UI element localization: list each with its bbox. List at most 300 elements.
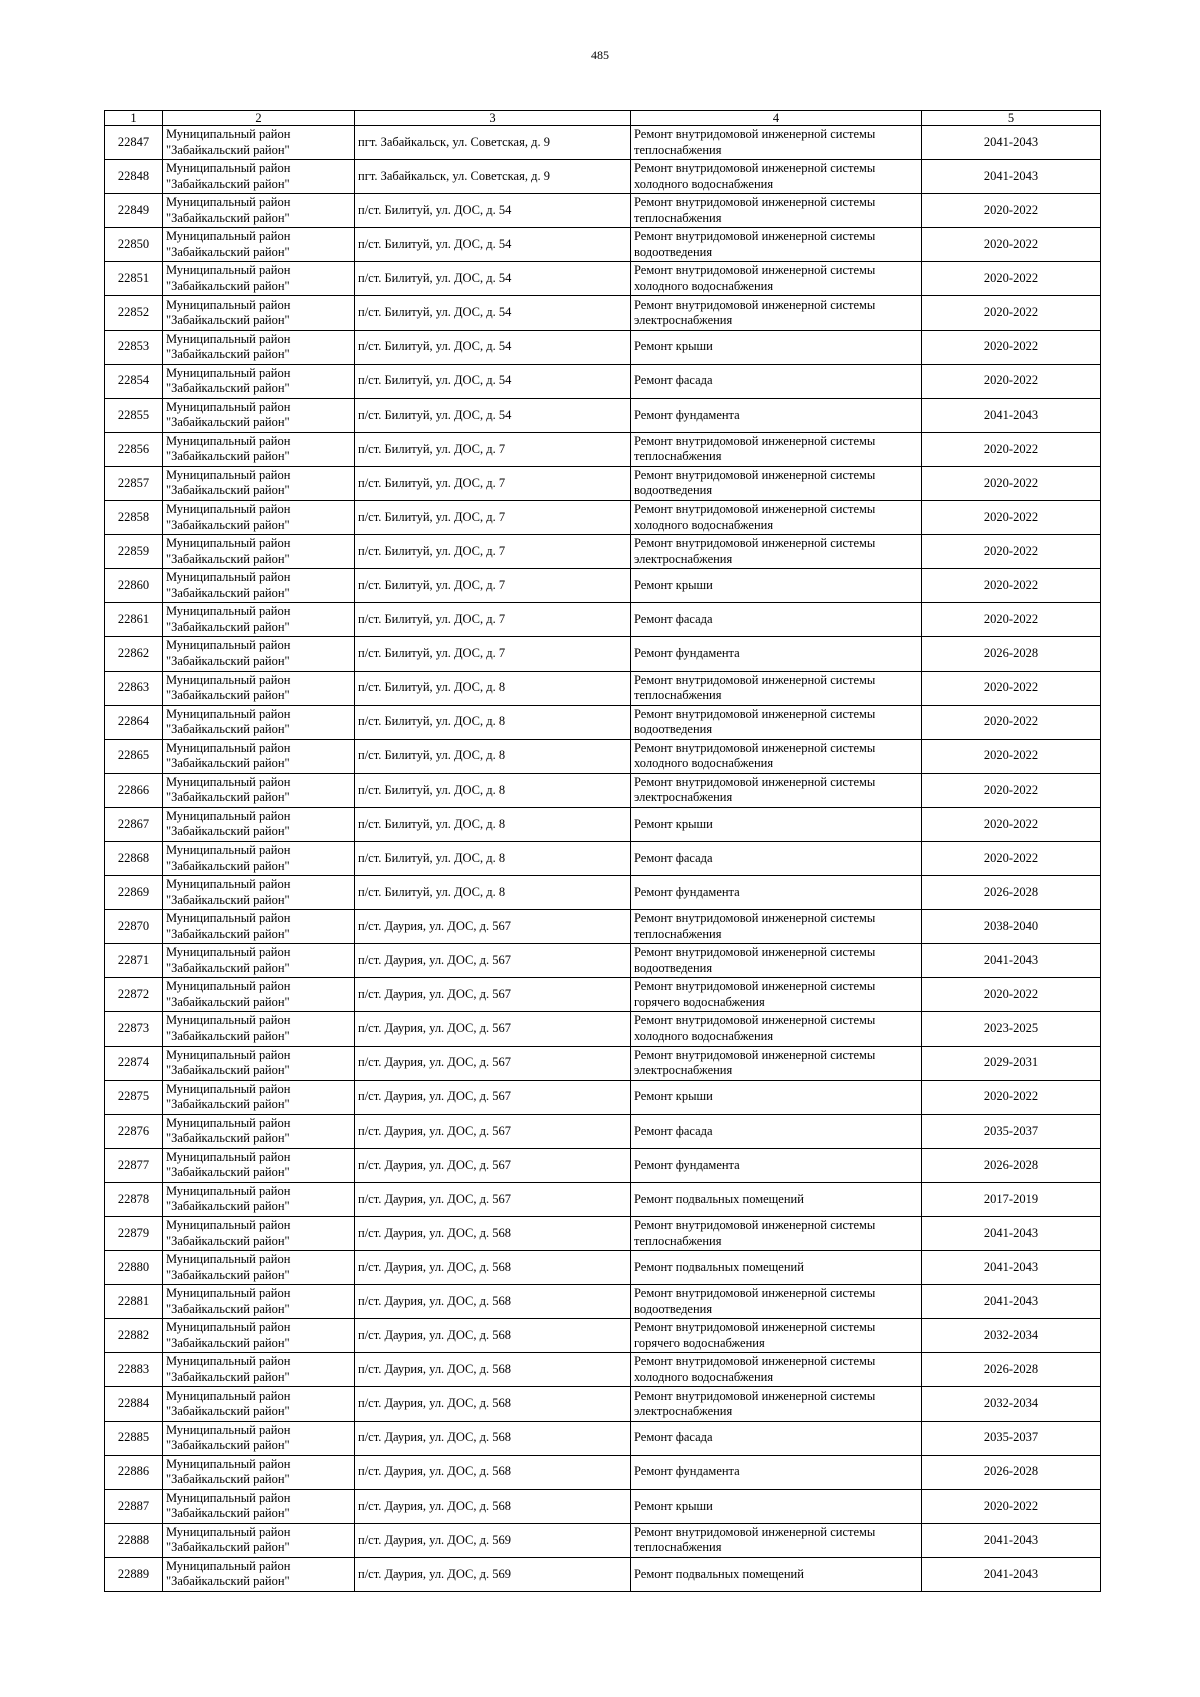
- work-type-line: Ремонт внутридомовой инженерной системы: [634, 979, 876, 994]
- row-number-cell: 22860: [105, 569, 163, 603]
- municipality-line: Муниципальный район: [166, 979, 291, 994]
- table-row: [105, 1182, 1101, 1216]
- municipality-line: Муниципальный район: [166, 1354, 291, 1369]
- address-cell: пгт. Забайкальск, ул. Советская, д. 9: [355, 126, 631, 160]
- address-cell: п/ст. Билитуй, ул. ДОС, д. 8: [355, 876, 631, 910]
- municipality-cell: [163, 501, 355, 535]
- municipality-cell: [163, 1353, 355, 1387]
- period-cell: 2035-2037: [922, 1114, 1101, 1148]
- row-number-cell: 22882: [105, 1319, 163, 1353]
- work-type-cell: [631, 603, 922, 637]
- work-type-cell: [631, 910, 922, 944]
- table-row: [105, 1455, 1101, 1489]
- table-row: [105, 1251, 1101, 1285]
- municipality-line: "Забайкальский район": [166, 1540, 290, 1555]
- work-type-cell: [631, 466, 922, 500]
- municipality-line: Муниципальный район: [166, 1524, 291, 1539]
- municipality-line: "Забайкальский район": [166, 1028, 290, 1043]
- municipality-line: Муниципальный район: [166, 877, 291, 892]
- work-type-cell: [631, 978, 922, 1012]
- work-type-line: Ремонт внутридомовой инженерной системы: [634, 127, 876, 142]
- municipality-line: "Забайкальский район": [166, 1472, 290, 1487]
- municipality-line: "Забайкальский район": [166, 210, 290, 225]
- period-cell: 2038-2040: [922, 910, 1101, 944]
- work-type-line: Ремонт внутридомовой инженерной системы: [634, 1047, 876, 1062]
- municipality-cell: [163, 773, 355, 807]
- work-type-line: Ремонт внутридомовой инженерной системы: [634, 536, 876, 551]
- work-type-line: холодного водоснабжения: [634, 278, 774, 293]
- municipality-line: "Забайкальский район": [166, 824, 290, 839]
- address-cell: п/ст. Билитуй, ул. ДОС, д. 54: [355, 262, 631, 296]
- work-type-line: холодного водоснабжения: [634, 1028, 774, 1043]
- municipality-line: "Забайкальский район": [166, 1063, 290, 1078]
- work-type-cell: [631, 637, 922, 671]
- address-cell: п/ст. Даурия, ул. ДОС, д. 568: [355, 1319, 631, 1353]
- work-type-cell: [631, 841, 922, 875]
- work-type-line: Ремонт подвальных помещений: [634, 1566, 804, 1581]
- municipality-cell: [163, 1182, 355, 1216]
- municipality-line: "Забайкальский район": [166, 1131, 290, 1146]
- work-type-line: Ремонт крыши: [634, 816, 713, 831]
- municipality-cell: [163, 398, 355, 432]
- work-type-line: Ремонт крыши: [634, 578, 713, 593]
- work-type-cell: [631, 569, 922, 603]
- work-type-cell: [631, 1080, 922, 1114]
- work-type-line: электроснабжения: [634, 790, 733, 805]
- work-type-line: Ремонт крыши: [634, 339, 713, 354]
- municipality-cell: [163, 1455, 355, 1489]
- work-type-line: теплоснабжения: [634, 1233, 722, 1248]
- work-type-line: водоотведения: [634, 960, 713, 975]
- row-number-cell: 22875: [105, 1080, 163, 1114]
- period-cell: 2020-2022: [922, 739, 1101, 773]
- table-row: [105, 1387, 1101, 1421]
- period-cell: 2041-2043: [922, 398, 1101, 432]
- table-row: [105, 194, 1101, 228]
- work-type-line: Ремонт фасада: [634, 1430, 713, 1445]
- municipality-line: Муниципальный район: [166, 229, 291, 244]
- period-cell: 2032-2034: [922, 1319, 1101, 1353]
- work-type-line: теплоснабжения: [634, 1540, 722, 1555]
- municipality-line: "Забайкальский район": [166, 1301, 290, 1316]
- row-number-cell: 22848: [105, 160, 163, 194]
- municipality-line: Муниципальный район: [166, 1422, 291, 1437]
- work-type-cell: [631, 535, 922, 569]
- municipality-line: "Забайкальский район": [166, 653, 290, 668]
- work-type-cell: [631, 1148, 922, 1182]
- period-cell: 2020-2022: [922, 705, 1101, 739]
- address-cell: п/ст. Даурия, ул. ДОС, д. 569: [355, 1557, 631, 1591]
- column-header-1: 1: [105, 111, 163, 126]
- municipality-line: "Забайкальский район": [166, 960, 290, 975]
- municipality-line: "Забайкальский район": [166, 1404, 290, 1419]
- municipality-line: Муниципальный район: [166, 331, 291, 346]
- table-row: [105, 364, 1101, 398]
- work-type-cell: [631, 364, 922, 398]
- municipality-line: "Забайкальский район": [166, 619, 290, 634]
- work-type-cell: [631, 194, 922, 228]
- municipality-cell: [163, 1319, 355, 1353]
- period-cell: 2020-2022: [922, 671, 1101, 705]
- address-cell: п/ст. Даурия, ул. ДОС, д. 567: [355, 978, 631, 1012]
- address-cell: п/ст. Билитуй, ул. ДОС, д. 7: [355, 637, 631, 671]
- row-number-cell: 22853: [105, 330, 163, 364]
- municipality-line: Муниципальный район: [166, 1320, 291, 1335]
- table-row: [105, 1080, 1101, 1114]
- table-row: [105, 432, 1101, 466]
- work-type-line: электроснабжения: [634, 1404, 733, 1419]
- address-cell: п/ст. Даурия, ул. ДОС, д. 567: [355, 1012, 631, 1046]
- period-cell: 2020-2022: [922, 262, 1101, 296]
- municipality-line: Муниципальный район: [166, 1558, 291, 1573]
- period-cell: 2020-2022: [922, 330, 1101, 364]
- work-type-cell: [631, 944, 922, 978]
- address-cell: п/ст. Билитуй, ул. ДОС, д. 7: [355, 466, 631, 500]
- work-type-line: Ремонт фасада: [634, 1123, 713, 1138]
- period-cell: 2026-2028: [922, 876, 1101, 910]
- municipality-cell: [163, 978, 355, 1012]
- municipality-line: Муниципальный район: [166, 467, 291, 482]
- municipality-line: Муниципальный район: [166, 604, 291, 619]
- work-type-line: горячего водоснабжения: [634, 1335, 765, 1350]
- work-type-cell: [631, 773, 922, 807]
- period-cell: 2026-2028: [922, 1455, 1101, 1489]
- period-cell: 2020-2022: [922, 773, 1101, 807]
- row-number-cell: 22858: [105, 501, 163, 535]
- page-number: 485: [591, 48, 609, 62]
- municipality-line: "Забайкальский район": [166, 722, 290, 737]
- municipality-line: "Забайкальский район": [166, 347, 290, 362]
- municipality-line: "Забайкальский район": [166, 449, 290, 464]
- work-type-line: холодного водоснабжения: [634, 1369, 774, 1384]
- municipality-line: "Забайкальский район": [166, 756, 290, 771]
- work-type-line: горячего водоснабжения: [634, 994, 765, 1009]
- address-cell: п/ст. Даурия, ул. ДОС, д. 568: [355, 1387, 631, 1421]
- period-cell: 2041-2043: [922, 1523, 1101, 1557]
- work-type-cell: [631, 739, 922, 773]
- municipality-line: Муниципальный район: [166, 536, 291, 551]
- row-number-cell: 22874: [105, 1046, 163, 1080]
- municipality-cell: [163, 535, 355, 569]
- period-cell: 2020-2022: [922, 841, 1101, 875]
- column-header-3: 3: [355, 111, 631, 126]
- municipality-cell: [163, 126, 355, 160]
- table-row: [105, 944, 1101, 978]
- work-type-cell: [631, 671, 922, 705]
- address-cell: п/ст. Даурия, ул. ДОС, д. 567: [355, 1182, 631, 1216]
- work-type-line: Ремонт фундамента: [634, 1157, 740, 1172]
- work-type-cell: [631, 126, 922, 160]
- period-cell: 2020-2022: [922, 978, 1101, 1012]
- municipality-line: "Забайкальский район": [166, 1199, 290, 1214]
- period-cell: 2020-2022: [922, 1080, 1101, 1114]
- municipality-line: "Забайкальский район": [166, 892, 290, 907]
- work-type-cell: [631, 876, 922, 910]
- table-row: [105, 773, 1101, 807]
- address-cell: п/ст. Билитуй, ул. ДОС, д. 54: [355, 296, 631, 330]
- work-type-line: Ремонт внутридомовой инженерной системы: [634, 672, 876, 687]
- period-cell: 2020-2022: [922, 432, 1101, 466]
- table-row: [105, 1217, 1101, 1251]
- municipality-line: Муниципальный район: [166, 638, 291, 653]
- work-type-line: Ремонт фасада: [634, 373, 713, 388]
- address-cell: п/ст. Даурия, ул. ДОС, д. 568: [355, 1217, 631, 1251]
- work-type-cell: [631, 1353, 922, 1387]
- row-number-cell: 22849: [105, 194, 163, 228]
- municipality-cell: [163, 228, 355, 262]
- work-type-line: Ремонт внутридомовой инженерной системы: [634, 740, 876, 755]
- work-type-line: Ремонт фасада: [634, 612, 713, 627]
- period-cell: 2020-2022: [922, 603, 1101, 637]
- work-type-line: холодного водоснабжения: [634, 176, 774, 191]
- municipality-line: "Забайкальский район": [166, 1097, 290, 1112]
- work-type-line: Ремонт фундамента: [634, 407, 740, 422]
- municipality-line: Муниципальный район: [166, 706, 291, 721]
- row-number-cell: 22880: [105, 1251, 163, 1285]
- work-type-line: Ремонт крыши: [634, 1089, 713, 1104]
- column-header-4: 4: [631, 111, 922, 126]
- work-type-cell: [631, 330, 922, 364]
- row-number-cell: 22856: [105, 432, 163, 466]
- address-cell: п/ст. Даурия, ул. ДОС, д. 567: [355, 944, 631, 978]
- work-type-cell: [631, 398, 922, 432]
- municipality-line: Муниципальный район: [166, 1115, 291, 1130]
- period-cell: 2020-2022: [922, 569, 1101, 603]
- row-number-cell: 22876: [105, 1114, 163, 1148]
- table-row: [105, 262, 1101, 296]
- municipality-cell: [163, 466, 355, 500]
- work-type-line: Ремонт внутридомовой инженерной системы: [634, 1013, 876, 1028]
- municipality-cell: [163, 330, 355, 364]
- municipality-line: "Забайкальский район": [166, 585, 290, 600]
- work-type-cell: [631, 1046, 922, 1080]
- municipality-cell: [163, 910, 355, 944]
- municipality-cell: [163, 876, 355, 910]
- row-number-cell: 22873: [105, 1012, 163, 1046]
- row-number-cell: 22872: [105, 978, 163, 1012]
- period-cell: 2041-2043: [922, 1217, 1101, 1251]
- municipality-cell: [163, 807, 355, 841]
- row-number-cell: 22868: [105, 841, 163, 875]
- table-row: [105, 160, 1101, 194]
- address-cell: п/ст. Билитуй, ул. ДОС, д. 54: [355, 364, 631, 398]
- municipality-cell: [163, 841, 355, 875]
- work-type-cell: [631, 1489, 922, 1523]
- municipality-line: Муниципальный район: [166, 911, 291, 926]
- period-cell: 2041-2043: [922, 160, 1101, 194]
- municipality-cell: [163, 705, 355, 739]
- table-row: [105, 910, 1101, 944]
- address-cell: п/ст. Билитуй, ул. ДОС, д. 54: [355, 398, 631, 432]
- work-type-line: Ремонт крыши: [634, 1498, 713, 1513]
- row-number-cell: 22862: [105, 637, 163, 671]
- municipality-cell: [163, 296, 355, 330]
- work-type-line: Ремонт внутридомовой инженерной системы: [634, 1388, 876, 1403]
- work-type-cell: [631, 262, 922, 296]
- row-number-cell: 22851: [105, 262, 163, 296]
- municipality-line: "Забайкальский район": [166, 483, 290, 498]
- municipality-line: Муниципальный район: [166, 161, 291, 176]
- municipality-cell: [163, 1523, 355, 1557]
- address-cell: п/ст. Билитуй, ул. ДОС, д. 54: [355, 194, 631, 228]
- municipality-line: Муниципальный район: [166, 570, 291, 585]
- table-row: [105, 1523, 1101, 1557]
- municipality-line: Муниципальный район: [166, 672, 291, 687]
- work-type-line: Ремонт внутридомовой инженерной системы: [634, 706, 876, 721]
- address-cell: п/ст. Билитуй, ул. ДОС, д. 7: [355, 603, 631, 637]
- work-type-line: Ремонт внутридомовой инженерной системы: [634, 229, 876, 244]
- work-type-line: теплоснабжения: [634, 926, 722, 941]
- municipality-line: Муниципальный район: [166, 843, 291, 858]
- table-row: [105, 535, 1101, 569]
- address-cell: п/ст. Даурия, ул. ДОС, д. 568: [355, 1285, 631, 1319]
- work-type-line: Ремонт внутридомовой инженерной системы: [634, 911, 876, 926]
- work-type-line: Ремонт внутридомовой инженерной системы: [634, 297, 876, 312]
- work-type-line: Ремонт фасада: [634, 850, 713, 865]
- municipality-line: "Забайкальский район": [166, 517, 290, 532]
- row-number-cell: 22888: [105, 1523, 163, 1557]
- table-row: [105, 978, 1101, 1012]
- municipality-line: "Забайкальский район": [166, 381, 290, 396]
- work-type-line: Ремонт внутридомовой инженерной системы: [634, 195, 876, 210]
- column-header-5: 5: [922, 111, 1101, 126]
- table-row: [105, 1148, 1101, 1182]
- table-row: [105, 1012, 1101, 1046]
- table-row: [105, 671, 1101, 705]
- municipality-cell: [163, 1557, 355, 1591]
- municipality-line: "Забайкальский район": [166, 688, 290, 703]
- work-type-line: электроснабжения: [634, 313, 733, 328]
- period-cell: 2026-2028: [922, 1353, 1101, 1387]
- municipality-line: Муниципальный район: [166, 1218, 291, 1233]
- work-type-line: Ремонт внутридомовой инженерной системы: [634, 1320, 876, 1335]
- row-number-cell: 22877: [105, 1148, 163, 1182]
- municipality-line: "Забайкальский район": [166, 142, 290, 157]
- row-number-cell: 22879: [105, 1217, 163, 1251]
- municipality-line: Муниципальный район: [166, 1286, 291, 1301]
- address-cell: п/ст. Билитуй, ул. ДОС, д. 8: [355, 705, 631, 739]
- municipality-cell: [163, 739, 355, 773]
- column-number-row: [105, 111, 1101, 126]
- municipality-cell: [163, 1046, 355, 1080]
- row-number-cell: 22850: [105, 228, 163, 262]
- work-type-cell: [631, 1387, 922, 1421]
- work-type-cell: [631, 1421, 922, 1455]
- work-type-line: водоотведения: [634, 483, 713, 498]
- table-row: [105, 1285, 1101, 1319]
- work-type-cell: [631, 228, 922, 262]
- work-type-cell: [631, 705, 922, 739]
- table-row: [105, 501, 1101, 535]
- address-cell: п/ст. Даурия, ул. ДОС, д. 567: [355, 1080, 631, 1114]
- row-number-cell: 22886: [105, 1455, 163, 1489]
- table-row: [105, 398, 1101, 432]
- municipality-line: Муниципальный район: [166, 1252, 291, 1267]
- row-number-cell: 22859: [105, 535, 163, 569]
- work-type-cell: [631, 160, 922, 194]
- work-type-line: Ремонт внутридомовой инженерной системы: [634, 1286, 876, 1301]
- work-type-line: Ремонт фундамента: [634, 646, 740, 661]
- row-number-cell: 22864: [105, 705, 163, 739]
- work-type-cell: [631, 1182, 922, 1216]
- municipality-line: Муниципальный район: [166, 1183, 291, 1198]
- municipality-line: Муниципальный район: [166, 297, 291, 312]
- period-cell: 2026-2028: [922, 637, 1101, 671]
- municipality-cell: [163, 1489, 355, 1523]
- municipality-line: Муниципальный район: [166, 127, 291, 142]
- period-cell: 2032-2034: [922, 1387, 1101, 1421]
- row-number-cell: 22855: [105, 398, 163, 432]
- work-type-cell: [631, 1114, 922, 1148]
- address-cell: п/ст. Даурия, ул. ДОС, д. 567: [355, 1114, 631, 1148]
- work-type-line: электроснабжения: [634, 551, 733, 566]
- municipality-cell: [163, 1421, 355, 1455]
- work-type-line: Ремонт подвальных помещений: [634, 1191, 804, 1206]
- municipality-cell: [163, 603, 355, 637]
- table-row: [105, 1353, 1101, 1387]
- address-cell: п/ст. Билитуй, ул. ДОС, д. 7: [355, 569, 631, 603]
- municipality-cell: [163, 262, 355, 296]
- municipality-cell: [163, 1285, 355, 1319]
- municipality-line: "Забайкальский район": [166, 790, 290, 805]
- row-number-cell: 22870: [105, 910, 163, 944]
- address-cell: п/ст. Даурия, ул. ДОС, д. 567: [355, 1148, 631, 1182]
- table-row: [105, 466, 1101, 500]
- table-row: [105, 296, 1101, 330]
- table-row: [105, 1319, 1101, 1353]
- column-header-2: 2: [163, 111, 355, 126]
- table-row: [105, 1114, 1101, 1148]
- work-type-cell: [631, 501, 922, 535]
- row-number-cell: 22852: [105, 296, 163, 330]
- municipality-line: "Забайкальский район": [166, 1506, 290, 1521]
- municipality-line: Муниципальный район: [166, 774, 291, 789]
- municipality-line: Муниципальный район: [166, 263, 291, 278]
- row-number-cell: 22889: [105, 1557, 163, 1591]
- table-row: [105, 1489, 1101, 1523]
- address-cell: п/ст. Билитуй, ул. ДОС, д. 8: [355, 773, 631, 807]
- period-cell: 2020-2022: [922, 535, 1101, 569]
- capital-repair-table: [104, 110, 1101, 1592]
- period-cell: 2026-2028: [922, 1148, 1101, 1182]
- table-row: [105, 807, 1101, 841]
- address-cell: п/ст. Билитуй, ул. ДОС, д. 54: [355, 228, 631, 262]
- address-cell: п/ст. Даурия, ул. ДОС, д. 567: [355, 1046, 631, 1080]
- municipality-line: "Забайкальский район": [166, 313, 290, 328]
- row-number-cell: 22881: [105, 1285, 163, 1319]
- address-cell: п/ст. Даурия, ул. ДОС, д. 568: [355, 1251, 631, 1285]
- work-type-line: теплоснабжения: [634, 449, 722, 464]
- municipality-cell: [163, 569, 355, 603]
- work-type-line: теплоснабжения: [634, 142, 722, 157]
- period-cell: 2041-2043: [922, 1557, 1101, 1591]
- address-cell: пгт. Забайкальск, ул. Советская, д. 9: [355, 160, 631, 194]
- work-type-line: Ремонт внутридомовой инженерной системы: [634, 774, 876, 789]
- municipality-line: Муниципальный район: [166, 195, 291, 210]
- work-type-line: Ремонт внутридомовой инженерной системы: [634, 161, 876, 176]
- municipality-line: Муниципальный район: [166, 808, 291, 823]
- municipality-cell: [163, 1217, 355, 1251]
- work-type-cell: [631, 296, 922, 330]
- period-cell: 2020-2022: [922, 296, 1101, 330]
- municipality-line: "Забайкальский район": [166, 244, 290, 259]
- municipality-line: Муниципальный район: [166, 502, 291, 517]
- table-row: [105, 1557, 1101, 1591]
- municipality-line: Муниципальный район: [166, 945, 291, 960]
- municipality-line: "Забайкальский район": [166, 551, 290, 566]
- table-row: [105, 569, 1101, 603]
- table-row: [105, 637, 1101, 671]
